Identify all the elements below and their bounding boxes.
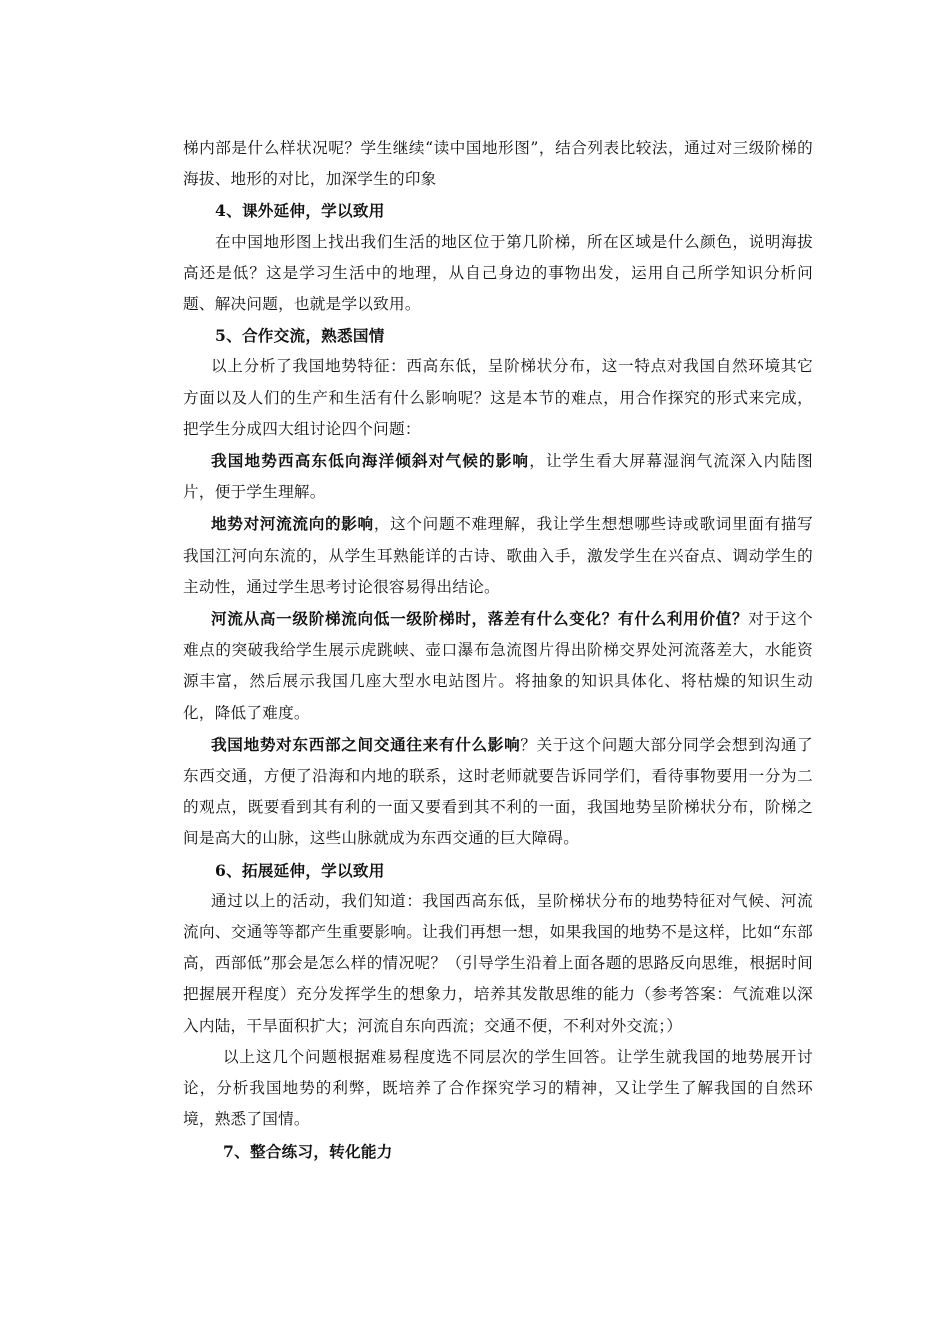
- question-3-title: 河流从高一级阶梯流向低一级阶梯时，落差有什么变化？有什么利用价值？: [211, 609, 749, 629]
- intro-paragraph: 梯内部是什么样状况呢？学生继续“读中国地形图”，结合列表比较法，通过对三级阶梯的海拔、地形的对比，加深学生的印象: [183, 139, 813, 189]
- question-4-text: ？关于这个问题大部分同学会想到沟通了东西交通，方便了沿海和内地的联系，这时老师就要告诉同学们，看待事物要用一分为二的观点，既要看到其有利的一面又要看到其不利的一面，我国地势呈阶梯状分布，阶梯之间是高大的山脉，这些山脉就成为东西交通的巨大障碍。: [183, 735, 813, 848]
- section-4-paragraph: 在中国地形图上找出我们生活的地区位于第几阶梯，所在区域是什么颜色，说明海拔高还是低？这是学习生活中的地理，从自己身边的事物出发，运用自己所学知识分析问题、解决问题，也就是学以致用。: [183, 232, 813, 314]
- section-6-paragraph: 通过以上的活动，我们知道：我国西高东低，呈阶梯状分布的地势特征对气候、河流流向、交通等等都产生重要影响。让我们再想一想，如果我国的地势不是这样，比如“东部高，西部低”那会是怎么样的情况呢？（引导学生沿着上面各题的思路反向思维，根据时间把握展开程度）充分发挥学生的想象力，培养其发散思维的能力（参考答案：气流难以深入内陆，干旱面积扩大；河流自东向西流；交通不便，不利对外交流；）: [183, 891, 813, 1035]
- question-1-title: 我国地势西高东低向海洋倾斜对气候的影响: [211, 451, 530, 471]
- question-3-text: 对于这个难点的突破我给学生展示虎跳峡、壶口瀑布急流图片得出阶梯交界处河流落差大，水能资源丰富，然后展示我国几座大型水电站图片。将抽象的知识具体化、将枯燥的知识生动化，降低了难度。: [183, 610, 813, 722]
- question-4-title: 我国地势对东西部之间交通往来有什么影响: [211, 734, 521, 754]
- section-heading-4: 4、课外延伸，学以致用: [215, 201, 385, 221]
- question-2-text: ，这个问题不难理解，我让学生想想哪些诗或歌词里面有描写我国江河向东流的，从学生耳熟能详的古诗、歌曲入手，激发学生在兴奋点、调动学生的主动性，通过学生思考讨论很容易得出结论。: [183, 515, 813, 596]
- question-1-paragraph: [183, 445, 813, 508]
- section-heading-5: 5、合作交流，熟悉国情: [215, 326, 385, 346]
- section-5-paragraph: 以上分析了我国地势特征：西高东低，呈阶梯状分布，这一特点对我国自然环境其它方面以及人们的生产和生活有什么影响呢？这是本节的难点，用合作探究的形式来完成，把学生分成四大组讨论四个问题：: [183, 357, 813, 438]
- question-2-paragraph: [183, 508, 813, 603]
- question-4-paragraph: [183, 729, 813, 855]
- question-3-paragraph: [183, 603, 813, 729]
- document-body: [183, 133, 813, 1167]
- summary-paragraph: 以上这几个问题根据难易程度选不同层次的学生回答。让学生就我国的地势展开讨论，分析我国地势的利弊，既培养了合作探究学习的精神，又让学生了解我国的自然环境，熟悉了国情。: [183, 1047, 813, 1129]
- section-heading-7: 7、整合练习，转化能力: [223, 1141, 393, 1161]
- question-1-text: ，让学生看大屏幕湿润气流深入内陆图片，便于学生理解。: [183, 452, 813, 502]
- question-2-title: 地势对河流流向的影响: [211, 514, 374, 534]
- section-heading-6: 6、拓展延伸，学以致用: [215, 860, 385, 880]
